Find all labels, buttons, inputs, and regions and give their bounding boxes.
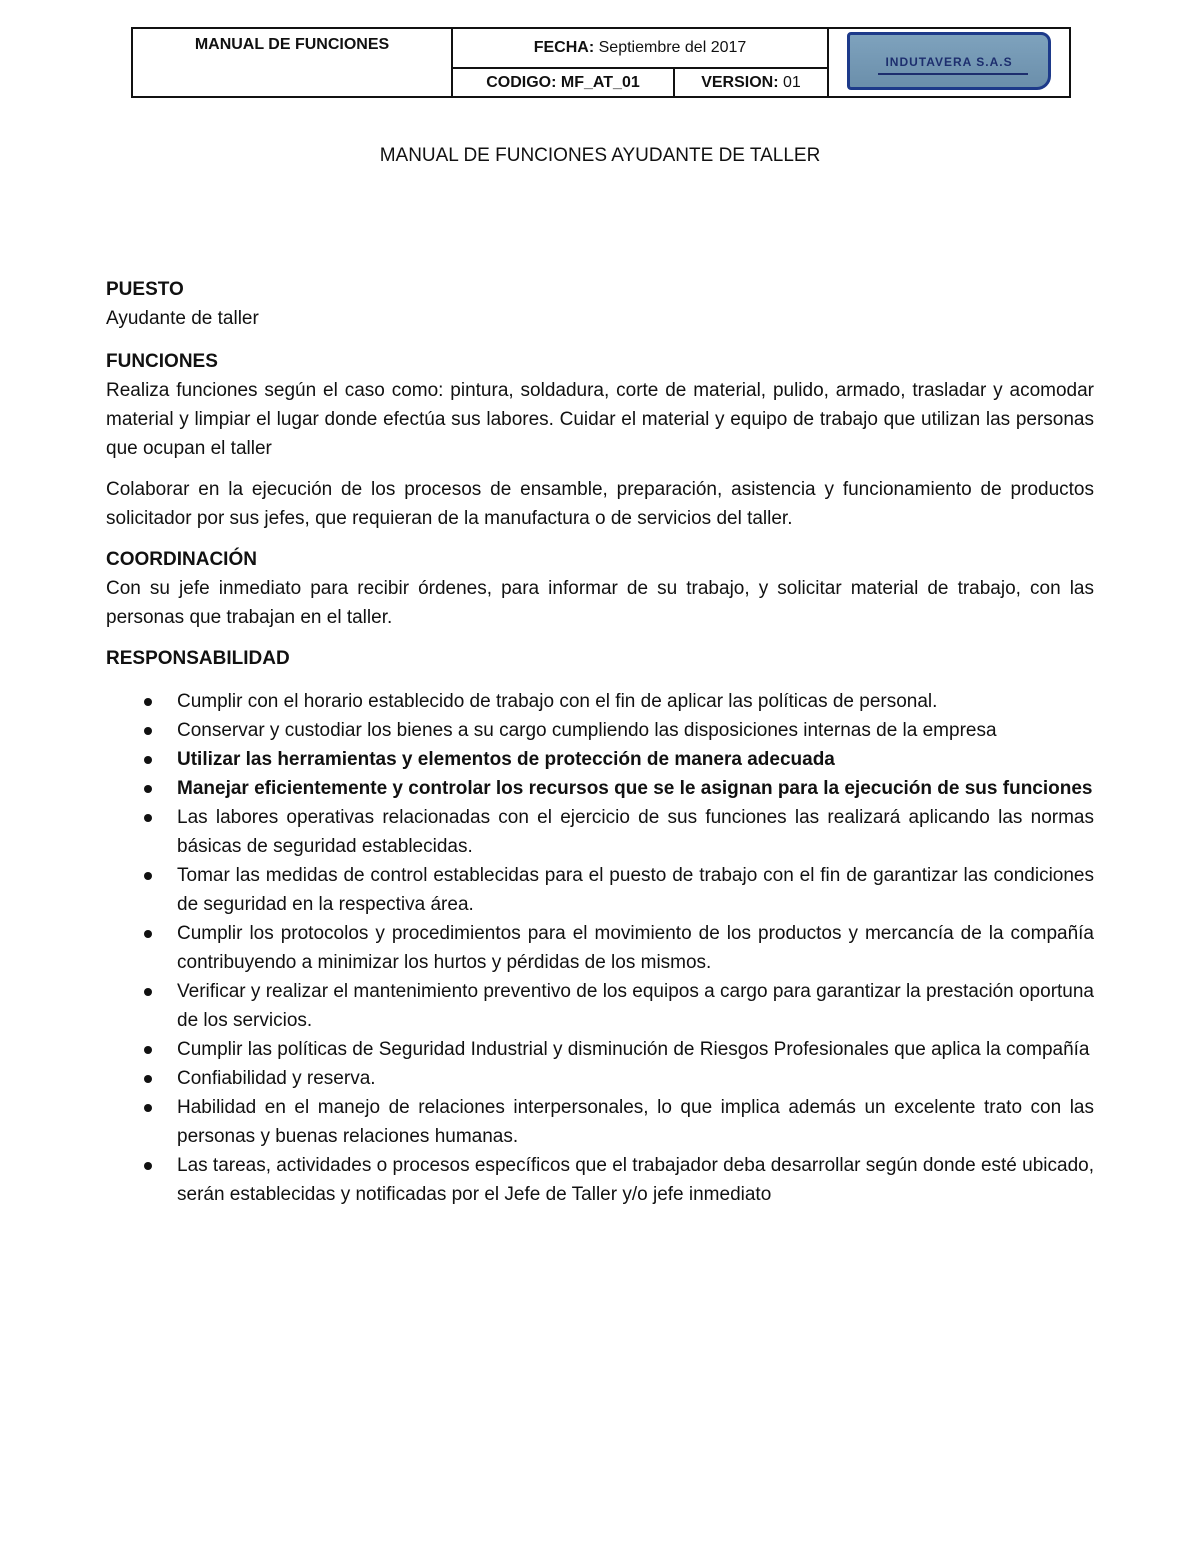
bullet-icon bbox=[144, 698, 152, 706]
bullet-icon bbox=[144, 727, 152, 735]
fecha-cell bbox=[452, 28, 828, 68]
bullet-icon bbox=[144, 785, 152, 793]
codigo-value: MF_AT_01 bbox=[560, 73, 640, 91]
codigo-label: CODIGO: bbox=[486, 73, 557, 91]
bullet-icon bbox=[144, 1046, 152, 1054]
responsabilidad-heading: RESPONSABILIDAD bbox=[106, 648, 290, 669]
list-item: Cumplir con el horario establecido de trabajo con el fin de aplicar las políticas de personal. bbox=[106, 687, 1094, 716]
codigo-cell bbox=[452, 68, 674, 97]
version-label: VERSION: bbox=[701, 73, 779, 91]
bullet-icon bbox=[144, 1162, 152, 1170]
document-header-table bbox=[131, 27, 1071, 98]
colaborar-text: Colaborar en la ejecución de los procesos de ensamble, preparación, asistencia y funcionamiento de productos solicitador por sus jefes, que requieran de la manufactura o de servicios del taller. bbox=[106, 479, 1094, 529]
logo-cell bbox=[828, 28, 1070, 97]
coordinacion-text: Con su jefe inmediato para recibir órdenes, para informar de su trabajo, y solicitar material de trabajo, con las personas que trabajan en el taller. bbox=[106, 578, 1094, 628]
list-item: Tomar las medidas de control establecidas para el puesto de trabajo con el fin de garantizar las condiciones de seguridad en la respectiva área. bbox=[106, 861, 1094, 919]
list-item: Confiabilidad y reserva. bbox=[106, 1064, 1094, 1093]
bullet-icon bbox=[144, 814, 152, 822]
list-item: Habilidad en el manejo de relaciones interpersonales, lo que implica además un excelente trato con las personas y buenas relaciones humanas. bbox=[106, 1093, 1094, 1151]
funciones-heading: FUNCIONES bbox=[106, 351, 218, 372]
list-item: Conservar y custodiar los bienes a su cargo cumpliendo las disposiciones internas de la empresa bbox=[106, 716, 1094, 745]
bullet-icon bbox=[144, 988, 152, 996]
bullet-icon bbox=[144, 930, 152, 938]
manual-title-cell bbox=[132, 28, 452, 97]
bullet-icon bbox=[144, 872, 152, 880]
list-item: Las labores operativas relacionadas con el ejercicio de sus funciones las realizará aplicando las normas básicas de seguridad establecidas. bbox=[106, 803, 1094, 861]
company-logo bbox=[847, 32, 1051, 90]
list-item: Manejar eficientemente y controlar los recursos que se le asignan para la ejecución de sus funciones bbox=[106, 774, 1094, 803]
logo-text: INDUTAVERA S.A.S bbox=[885, 55, 1013, 69]
document-title: MANUAL DE FUNCIONES AYUDANTE DE TALLER bbox=[379, 145, 821, 166]
puesto-value: Ayudante de taller bbox=[106, 308, 259, 329]
version-cell bbox=[674, 68, 828, 97]
fecha-value: Septiembre del 2017 bbox=[598, 39, 747, 56]
funciones-text: Realiza funciones según el caso como: pintura, soldadura, corte de material, pulido, armado, trasladar y acomodar material y limpiar el lugar donde efectúa sus labores. Cuidar el material y equipo de trabajo que utilizan las personas que ocupan el taller bbox=[106, 380, 1094, 459]
bullet-icon bbox=[144, 756, 152, 764]
manual-title: MANUAL DE FUNCIONES bbox=[194, 36, 390, 53]
logo-underline bbox=[878, 73, 1028, 75]
puesto-heading: PUESTO bbox=[106, 279, 184, 300]
version-value: 01 bbox=[783, 73, 801, 91]
list-item: Cumplir las políticas de Seguridad Industrial y disminución de Riesgos Profesionales que aplica la compañía bbox=[106, 1035, 1094, 1064]
document-body bbox=[106, 275, 1094, 1209]
responsabilidad-list bbox=[106, 687, 1094, 1209]
list-item: Las tareas, actividades o procesos específicos que el trabajador deba desarrollar según donde esté ubicado, serán establecidas y notificadas por el Jefe de Taller y/o jefe inmediato bbox=[106, 1151, 1094, 1209]
list-item: Verificar y realizar el mantenimiento preventivo de los equipos a cargo para garantizar la prestación oportuna de los servicios. bbox=[106, 977, 1094, 1035]
fecha-label: FECHA: bbox=[533, 39, 595, 56]
bullet-icon bbox=[144, 1075, 152, 1083]
bullet-icon bbox=[144, 1104, 152, 1112]
list-item: Utilizar las herramientas y elementos de protección de manera adecuada bbox=[106, 745, 1094, 774]
list-item: Cumplir los protocolos y procedimientos para el movimiento de los productos y mercancía de la compañía contribuyendo a minimizar los hurtos y pérdidas de los mismos. bbox=[106, 919, 1094, 977]
coordinacion-heading: COORDINACIÓN bbox=[106, 549, 257, 570]
